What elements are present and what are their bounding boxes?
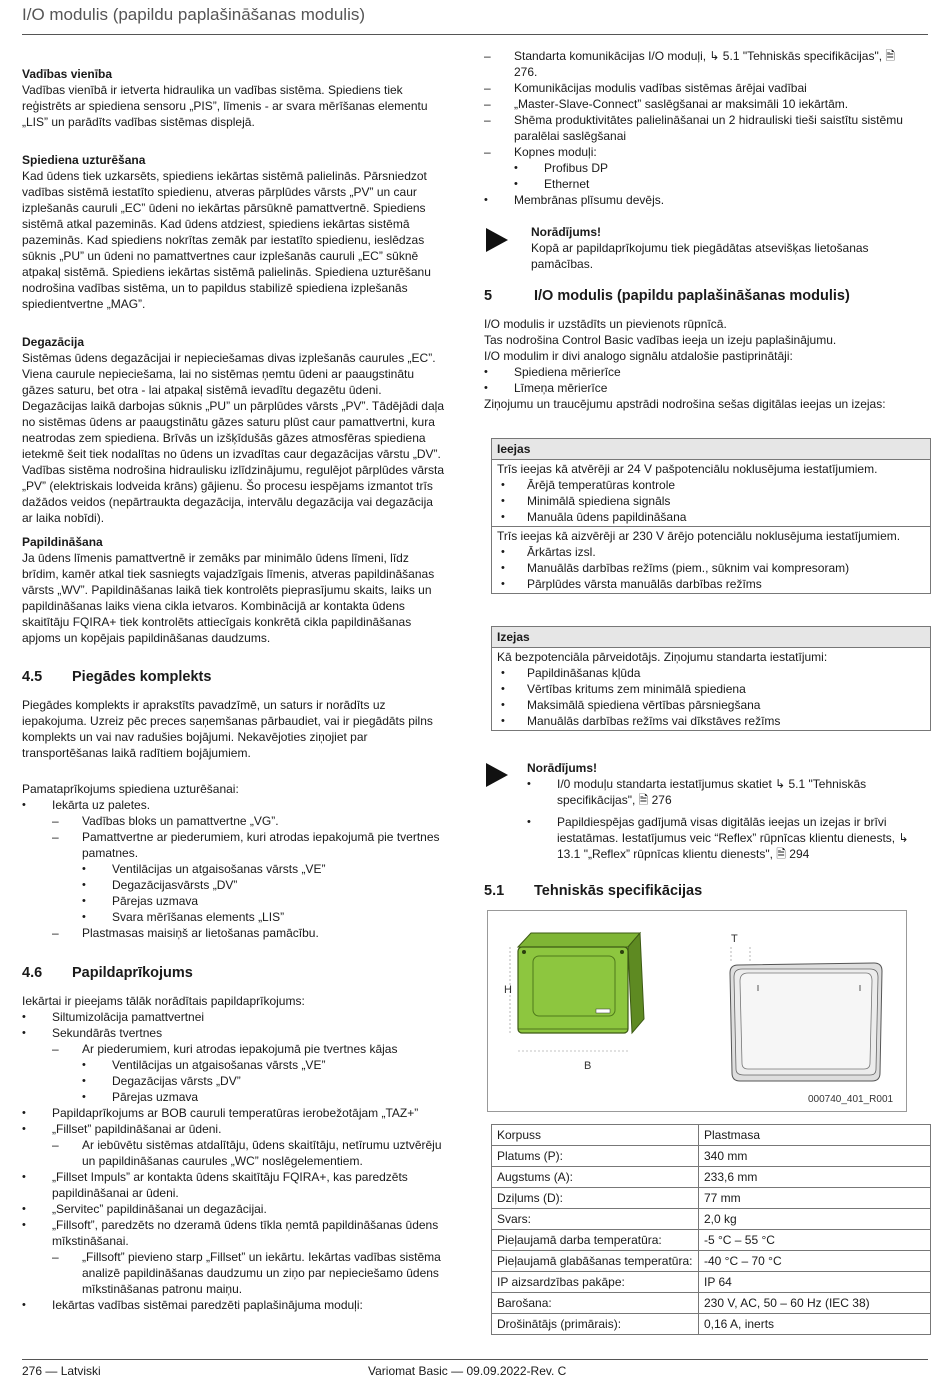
io-intro: [484, 316, 906, 412]
list-item: • Manuālās darbības režīms vai dīkstāves režīms: [501, 714, 781, 728]
spec-label: Augstums (A):: [492, 1167, 699, 1188]
paragraph: Ziņojumu un traucējumu apstrādi nodrošina sešas digitālas ieejas un izejas:: [484, 397, 886, 411]
section-title: Piegādes komplekts: [72, 669, 212, 685]
spec-value: 0,16 A, inerts: [699, 1314, 931, 1335]
paragraph: Vadības vienībā ir ietverta hidraulika un vadības sistēma. Spiediens tiek reģistrēts ar spiediena sensoru „PIS”, līmenis - ar svara mērīšanas elementu „LIS” un parādīts vadības sistēmas displejā.: [22, 83, 428, 129]
list-item: • Pārejas uzmava: [82, 1090, 199, 1104]
list-item: • „Servitec” papildināšanai un degazācijai.: [22, 1202, 267, 1216]
spec-value: -5 °C – 55 °C: [699, 1230, 931, 1251]
module-figure: [487, 910, 907, 1112]
dimension-label-t: T: [731, 933, 738, 945]
spec-value: 230 V, AC, 50 – 60 Hz (IEC 38): [699, 1293, 931, 1314]
list-item: • Papildaprīkojums ar BOB cauruli temperatūras ierobežotājam „TAZ+”: [22, 1106, 419, 1120]
section-degazacija: [22, 334, 444, 526]
subheading: Vadības vienība: [22, 67, 113, 81]
list-item: – Shēma produktivitātes palielināšanai un 2 hidrauliski tieši saistītu sistēmu paralēlai saslēgšanai: [484, 113, 903, 143]
delivery-paragraph: [22, 697, 444, 761]
spec-value: IP 64: [699, 1272, 931, 1293]
list-item: – Pamattvertne ar piederumiem, kuri atrodas iepakojumā pie tvertnes pamatnes.: [52, 830, 440, 860]
note-arrow-icon: [486, 228, 508, 252]
list-item: – Standarta komunikācijas I/O moduļi, ↳ 5.1 "Tehniskās specifikācijas", 🗎 276.: [484, 49, 896, 79]
list-item: • Ārējā temperatūras kontrole: [501, 478, 676, 492]
spec-label: Pieļaujamā glabāšanas temperatūra:: [492, 1251, 699, 1272]
list-item: • „Fillset Impuls” ar kontakta ūdens skaitītāju FQIRA+, kas paredzēts papildināšanai ar ūdeni.: [22, 1170, 408, 1200]
list-item: • Iekārta uz paletes.: [22, 798, 151, 812]
section-title: Tehniskās specifikācijas: [534, 883, 703, 899]
list-item: • Profibus DP: [514, 161, 609, 175]
spec-value: 77 mm: [699, 1188, 931, 1209]
subheading: Degazācija: [22, 335, 85, 349]
outputs-table-head: Izejas: [492, 627, 930, 648]
spec-label: Pieļaujamā darba temperatūra:: [492, 1230, 699, 1251]
spec-label: Drošinātājs (primārais):: [492, 1314, 699, 1335]
inputs-table: [491, 438, 931, 594]
spec-value: 233,6 mm: [699, 1167, 931, 1188]
list-item: • Papildināšanas kļūda: [501, 666, 641, 680]
spec-label: Korpuss: [492, 1125, 699, 1146]
spec-value: Plastmasa: [699, 1125, 931, 1146]
outputs-row: Kā bezpotenciāla pārveidotājs. Ziņojumu standarta iestatījumi: • Papildināšanas kļūda • Vērtības kritums zem minimālā spiediena • Maksimālā spiediena vērtības pārsniegšana • Manuālās darbības režīms vai dīkstāves režīms: [492, 648, 930, 730]
module-front-view: [510, 933, 644, 1051]
note-box: [527, 760, 911, 862]
inputs-table-head: Ieejas: [492, 439, 930, 460]
spec-row: [492, 1230, 931, 1251]
spec-row: [492, 1272, 931, 1293]
inputs-row: Trīs ieejas kā atvērēji ar 24 V pašpotenciālu noklusējuma iestatījumiem. • Ārējā temperatūras kontrole • Minimālā spiediena signāls • Manuāla ūdens papildināšana: [492, 460, 930, 527]
note-title: Norādījums!: [527, 761, 598, 775]
spec-row: [492, 1293, 931, 1314]
list-item: • Degazācijas vārsts „DV”: [82, 1074, 241, 1088]
list-item: • Siltumizolācija pamattvertnei: [22, 1010, 205, 1024]
spec-row: [492, 1146, 931, 1167]
spec-label: Barošana:: [492, 1293, 699, 1314]
list-intro: Pamataprīkojums spiediena uzturēšanai:: [22, 782, 239, 796]
page-header-title: I/O modulis (papildu paplašināšanas modulis): [22, 5, 366, 24]
spec-row: [492, 1314, 931, 1335]
outputs-table: [491, 626, 931, 731]
list-item: – Kopnes moduļi:: [484, 145, 597, 159]
list-item: – Vadības bloks un pamattvertne „VG”.: [52, 814, 279, 828]
list-item: • Maksimālā spiediena vērtības pārsniegšana: [501, 698, 761, 712]
list-item: • Ventilācijas un atgaisošanas vārsts „VE”: [82, 862, 326, 876]
section-4-5: [22, 668, 444, 686]
spec-label: IP aizsardzības pakāpe:: [492, 1272, 699, 1293]
accessories-continued: [484, 48, 906, 208]
list-item: • Ārkārtas izsl.: [501, 545, 596, 559]
paragraph: Piegādes komplekts ir aprakstīts pavadzīmē, un saturs ir norādīts uz iepakojuma. Uzreiz pēc preces saņemšanas pārbaudiet, vai ir piegādāts pilns komplekts un vai nav radušies bojājumi. Nekavējoties ziņojiet par transportēšanas laikā radītiem bojājumiem.: [22, 698, 433, 760]
list-item: • Iekārtas vadības sistēmai paredzēti paplašinājuma moduļi:: [22, 1298, 363, 1312]
paragraph: I/O modulis ir uzstādīts un pievienots rūpnīcā.: [484, 317, 727, 331]
note-title: Norādījums!: [531, 225, 602, 239]
note-text: Kopā ar papildaprīkojumu tiek piegādātas atsevišķas lietošanas pamācības.: [531, 241, 869, 271]
spec-row: [492, 1125, 931, 1146]
section-vadibas: [22, 66, 444, 130]
paragraph: I/O modulim ir divi analogo signālu atdalošie pastiprinātāji:: [484, 349, 793, 363]
list-item: – Komunikācijas modulis vadības sistēmas ārējai vadībai: [484, 81, 807, 95]
dimension-label-h: H: [504, 984, 512, 996]
list-item: • Minimālā spiediena signāls: [501, 494, 671, 508]
list-item: • Spiediena mērierīce: [484, 365, 621, 379]
spec-row: [492, 1209, 931, 1230]
list-item: • Manuālās darbības režīms (piem., sūknim vai kompresoram): [501, 561, 850, 575]
note-arrow-icon: [486, 763, 508, 787]
section-heading: [22, 964, 444, 982]
list-item: • Ethernet: [514, 177, 590, 191]
list-item: • „Fillsoft”, paredzēts no dzeramā ūdens tīkla ņemtā papildināšanas ūdens mīkstināšanai.: [22, 1218, 439, 1248]
section-heading: [22, 668, 444, 686]
list-item: • Manuāla ūdens papildināšana: [501, 510, 687, 524]
figure-code: 000740_401_R001: [808, 1094, 894, 1105]
section-4-6: [22, 964, 444, 982]
subheading: Spiediena uzturēšana: [22, 153, 146, 167]
list-item: – „Master-Slave-Connect” saslēgšanai ar maksimāli 10 iekārtām.: [484, 97, 849, 111]
list-item: • Pārplūdes vārsta manuālās darbības režīms: [501, 577, 762, 591]
paragraph: Sistēmas ūdens degazācijai ir nepieciešamas divas izplešanās caurules „EC”. Viena caurule nepieciešama, lai no sistēmas ņemtu ūdeni ar paaugstinātu gāzes saturu, bet otra - lai atpakaļ sistēmā ievadītu degazētu ūdeni. Degazācijas laikā darbojas sūknis „PU” un pārplūdes vārsts „PV”. Tādējādi daļa no sistēmas ūdens ar paaugstinātu gāzes saturu plūst caur pamattvertni, kura neatrodas zem spiediena. Brīvās un izšķīdušās gāzes atmosfēras spiediena ietekmē šeit tiek nodalītas no ūdens un izvadītas caur degazācijas vārstu „DV”. Vadības sistēma nodrošina hidraulisku izlīdzinājumu, regulējot pārplūdes vārsta „PV” (elektriskais lodveida krāns) gājienu. Šo procesu iespējams izmantot trīs dažādos veidos (nepārtraukta degazācija, intervālu degazācija vai degazācija ar laika nobīdi).: [22, 351, 445, 525]
spec-label: Svars:: [492, 1209, 699, 1230]
section-heading: [484, 882, 906, 900]
inputs-row: Trīs ieejas kā aizvērēji ar 230 V ārējo potenciālu noklusējuma iestatījumiem. • Ārkārtas izsl. • Manuālās darbības režīms (piem., sūknim vai kompresoram) • Pārplūdes vārsta manuālās darbības režīms: [492, 527, 930, 593]
footer-rule: [22, 1359, 928, 1360]
spec-value: 340 mm: [699, 1146, 931, 1167]
section-papildinasana: [22, 534, 444, 646]
spec-row: [492, 1188, 931, 1209]
header-rule: [22, 34, 928, 35]
section-5: [484, 287, 906, 305]
spec-label: Platums (P):: [492, 1146, 699, 1167]
delivery-list: [22, 781, 444, 941]
list-item: • Sekundārās tvertnes: [22, 1026, 163, 1040]
list-intro: Iekārtai ir pieejams tālāk norādītais papildaprīkojums:: [22, 994, 305, 1008]
paragraph: Tas nodrošina Control Basic vadības ieeja un izeju paplašinājumu.: [484, 333, 837, 347]
list-item: • Papildiespējas gadījumā visas digitālās ieejas un izejas ir brīvi iestatāmas. Iestatījumus veic “Reflex” rūpnīcas klientu dienests, ↳ 13.1 "„Reflex” rūpnīcas klientu dienests", 🗎 294: [527, 815, 909, 861]
list-item: • Vērtības kritums zem minimālā spiediena: [501, 682, 746, 696]
spec-row: [492, 1251, 931, 1272]
section-number: 5: [484, 288, 493, 304]
list-item: – Ar iebūvētu sistēmas atdalītāju, ūdens skaitītāju, netīrumu uztvērēju un papildināšanas caurules „WC” noslēgelementiem.: [52, 1138, 442, 1168]
footer-doc-info: Variomat Basic — 09.09.2022-Rev. C: [368, 1364, 567, 1378]
list-item: • Degazācijasvārsts „DV”: [82, 878, 238, 892]
note-box: [531, 224, 911, 272]
section-number: 5.1: [484, 883, 505, 899]
list-item: • Svara mērīšanas elements „LIS”: [82, 910, 285, 924]
paragraph: Kad ūdens tiek uzkarsēts, spiediens iekārtas sistēmā palielinās. Pārsniedzot vadības sistēmā iestatīto spiedienu, atveras pārplūdes vārsts „PV” un caur izplešanās cauruli „EC” ūdeni no iekārtas pārsūknē pamattvertnē. Spiediens sistēmā atkal pazeminās. Kad ūdens atdziest, spiediens iekārtas sistēmā pazeminās. Kad spiediens nokrītas zemāk par iestatīto spiedienu, ieslēdzas sūknis „PU” un ūdeni no pamattvertnes caur izplešanās cauruli „EC” sūknē atpakaļ sistēmā. Spiediens iekārtas sistēmā palielinās. Spiediena uzturēšanu nodrošina vadības sistēma, un to papildus stabilizē spiediena izplešanās spiedientvertne „MAG”.: [22, 169, 431, 311]
dimension-label-b: B: [584, 1060, 592, 1072]
list-item: • I/0 moduļu standarta iestatījumus skatiet ↳ 5.1 "Tehniskās specifikācijas", 🗎 276: [527, 777, 867, 807]
accessories-list: [22, 993, 444, 1313]
list-item: • Līmeņa mērierīce: [484, 381, 608, 395]
spec-value: 2,0 kg: [699, 1209, 931, 1230]
section-5-1: [484, 882, 906, 900]
section-heading: [484, 287, 906, 305]
module-drawing: [488, 911, 906, 1111]
list-item: • Membrānas plīsumu devējs.: [484, 193, 665, 207]
spec-value: -40 °C – 70 °C: [699, 1251, 931, 1272]
specs-table: [491, 1124, 931, 1335]
section-number: 4.5: [22, 669, 43, 685]
paragraph: Ja ūdens līmenis pamattvertnē ir zemāks par minimālo ūdens līmeni, līdz brīdim, kamēr atkal tiek sasniegts vajadzīgais līmenis, atveras papildināšanas vārsts „WV”. Papildināšanas laikā tiek kontrolēts pieprasījumu skaits, laiks un papildināšanas laiks viena cikla ietvaros. Kombinācijā ar kontakta ūdens skaitītāju FQIRA+ tiek kontrolēts attiecīgais konkrētā cikla papildināšanas apjoms un kopējais papildināšanas daudzums.: [22, 551, 435, 645]
list-item: – Plastmasas maisiņš ar lietošanas pamācību.: [52, 926, 319, 940]
footer-page-info: 276 — Latviski: [22, 1364, 101, 1378]
section-number: 4.6: [22, 965, 43, 981]
section-title: Papildaprīkojums: [72, 965, 193, 981]
section-title: I/O modulis (papildu paplašināšanas modulis): [534, 288, 850, 304]
subheading: Papildināšana: [22, 535, 103, 549]
list-item: • „Fillset” papildināšanai ar ūdeni.: [22, 1122, 222, 1136]
spec-row: [492, 1167, 931, 1188]
list-item: • Ventilācijas un atgaisošanas vārsts „VE”: [82, 1058, 326, 1072]
list-item: – „Fillsoft” pievieno starp „Fillset” un iekārtu. Iekārtas vadības sistēma analizē papildināšanas daudzumu un ziņo par nepieciešamo ūdens mīkstināšanas patronu maiņu.: [52, 1250, 441, 1296]
section-spiediena: [22, 152, 444, 312]
spec-label: Dziļums (D):: [492, 1188, 699, 1209]
list-item: • Pārejas uzmava: [82, 894, 199, 908]
list-item: – Ar piederumiem, kuri atrodas iepakojumā pie tvertnes kājas: [52, 1042, 398, 1056]
module-side-view: [730, 947, 882, 1081]
